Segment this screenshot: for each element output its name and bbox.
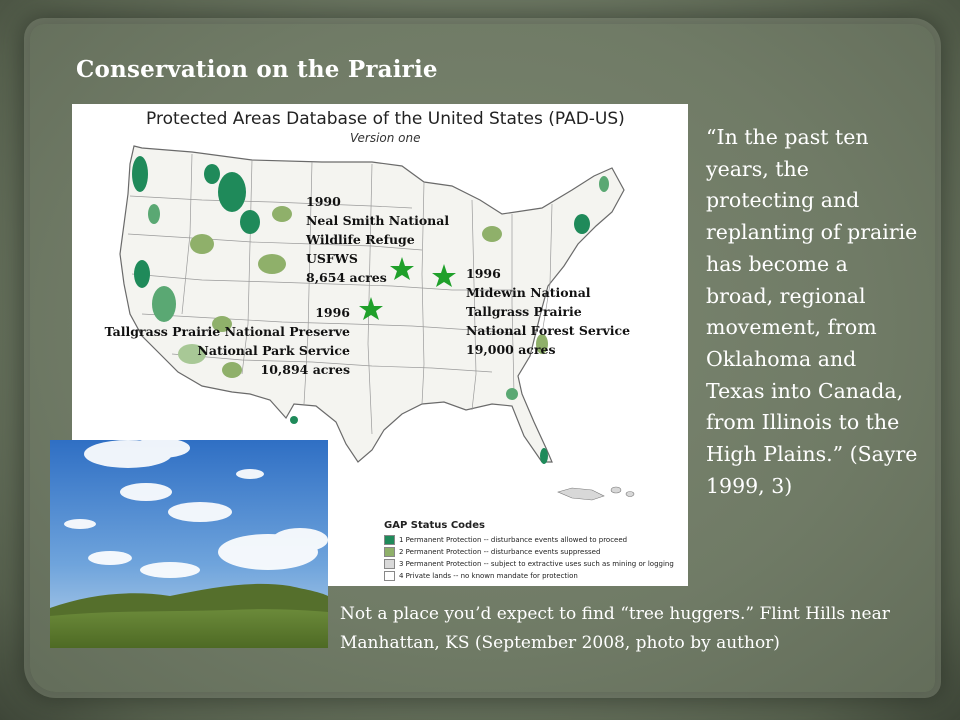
annotation-line: National Forest Service xyxy=(466,323,631,338)
annotation-line: Midewin National xyxy=(466,285,591,300)
annotation-line: USFWS xyxy=(306,251,358,266)
prairie-photo xyxy=(50,440,328,648)
islands xyxy=(558,487,634,500)
annotation-tallgrass-preserve xyxy=(105,303,350,379)
prairie-landscape-image xyxy=(50,440,328,648)
annotation-line: Tallgrass Prairie National Preserve xyxy=(104,324,350,339)
legend-swatch xyxy=(384,559,395,569)
legend-label: 4 Private lands -- no known mandate for protection xyxy=(399,572,578,580)
slide-title: Conservation on the Prairie xyxy=(76,56,438,83)
annotation-neal-smith xyxy=(306,192,449,287)
legend-label: 1 Permanent Protection -- disturbance events allowed to proceed xyxy=(399,536,628,544)
legend-swatch xyxy=(384,547,395,557)
legend-swatch xyxy=(384,571,395,581)
legend-swatch xyxy=(384,535,395,545)
annotation-line: National Park Service xyxy=(197,343,350,358)
legend-item xyxy=(384,534,684,546)
annotation-line: 10,894 acres xyxy=(260,362,350,377)
gap-status-legend xyxy=(384,520,684,582)
annotation-line: Neal Smith National xyxy=(306,213,450,228)
map-title: Protected Areas Database of the United States (PAD-US) xyxy=(146,109,625,129)
annotation-line: 8,654 acres xyxy=(306,270,387,285)
annotation-line: 1996 xyxy=(466,266,501,281)
annotation-line: 1996 xyxy=(315,305,350,320)
annotation-midewin xyxy=(466,264,630,359)
photo-caption: Not a place you’d expect to find “tree huggers.” Flint Hills near Manhattan, KS (September 2008, photo by author) xyxy=(340,604,890,653)
sayre-quote: “In the past ten years, the protecting and replanting of prairie has become a broad, regional movement, from Oklahoma and Texas into Canada, from Illinois to the High Plains.” (Sayre 1999, 3) xyxy=(706,125,918,498)
legend-label: 3 Permanent Protection -- subject to extractive uses such as mining or logging xyxy=(399,560,674,568)
annotation-line: 1990 xyxy=(306,194,341,209)
map-subtitle: Version one xyxy=(350,131,421,145)
legend-item xyxy=(384,558,684,570)
annotation-line: 19,000 acres xyxy=(466,342,556,357)
legend-label: 2 Permanent Protection -- disturbance events suppressed xyxy=(399,548,601,556)
legend-title: GAP Status Codes xyxy=(384,520,485,531)
legend-item xyxy=(384,570,684,582)
annotation-line: Wildlife Refuge xyxy=(306,232,415,247)
annotation-line: Tallgrass Prairie xyxy=(466,304,582,319)
legend-item xyxy=(384,546,684,558)
